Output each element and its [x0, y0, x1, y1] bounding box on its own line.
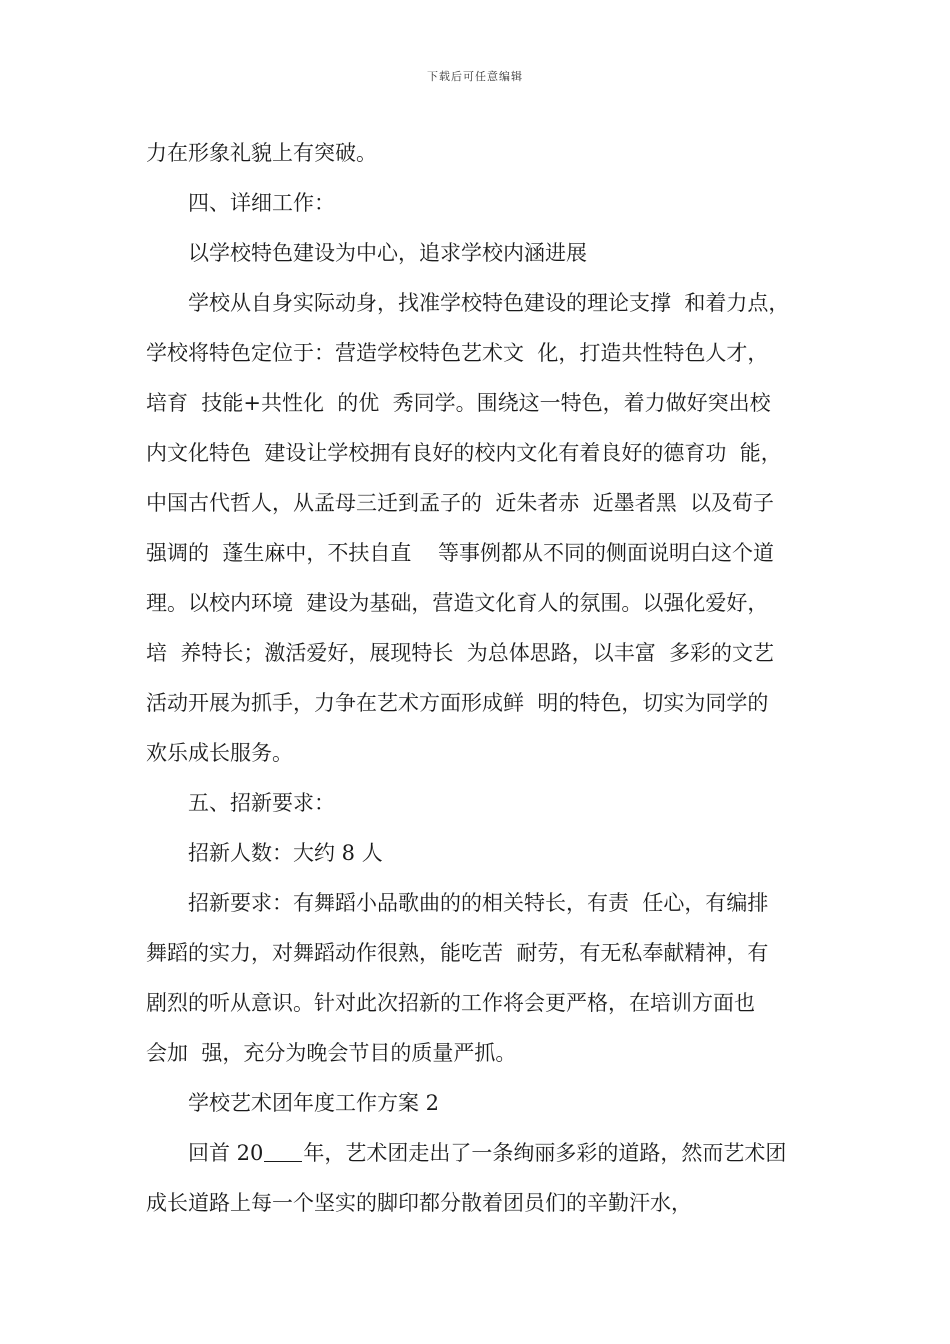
paragraph-line-with-blank: [146, 1128, 826, 1178]
section-heading: 五、招新要求：: [188, 791, 335, 815]
document-body: [146, 128, 826, 1228]
paragraph-line: 招新人数：大约 8 人: [188, 841, 383, 865]
paragraph-line: 招新要求：有舞蹈小品歌曲的的相关特长，有责 任心，有编排: [188, 891, 769, 915]
paragraph-line: 成长道路上每一个坚实的脚印都分散着团员们的辛勤汗水，: [146, 1191, 692, 1215]
paragraph-line: 力在形象礼貌上有突破。: [146, 141, 377, 165]
paragraph-line: 理。以校内环境 建设为基础，营造文化育人的氛围。以强化爱好，: [146, 591, 769, 615]
paragraph-line: 学校将特色定位于：营造学校特色艺术文 化，打造共性特色人才，: [146, 341, 769, 365]
paragraph-line: 培 养特长；激活爱好，展现特长 为总体思路，以丰富 多彩的文艺: [146, 641, 775, 665]
paragraph-line: 中国古代哲人，从孟母三迁到孟子的 近朱者赤 近墨者黑 以及荀子: [146, 491, 775, 515]
paragraph-line: 剧烈的听从意识。针对此次招新的工作将会更严格，在培训方面也: [146, 991, 755, 1015]
paragraph-line: 强调的 蓬生麻中，不扶自直 等事例都从不同的侧面说明白这个道: [146, 541, 775, 565]
fill-in-blank: [264, 1160, 302, 1162]
paragraph-line: 舞蹈的实力，对舞蹈动作很熟，能吃苦 耐劳，有无私奉献精神，有: [146, 941, 769, 965]
paragraph-line: 学校从自身实际动身，找准学校特色建设的理论支撑 和着力点，: [188, 291, 790, 315]
paragraph-line: 欢乐成长服务。: [146, 741, 293, 765]
paragraph-line: 培育 技能+共性化 的优 秀同学。围绕这一特色，着力做好突出校: [146, 391, 771, 415]
blank-before-text: 回首 20: [188, 1141, 264, 1165]
blank-after-text: 年，艺术团走出了一条绚丽多彩的道路，然而艺术团: [303, 1141, 787, 1165]
paragraph-line: 会加 强，充分为晚会节目的质量严抓。: [146, 1041, 517, 1065]
section-heading: 四、详细工作：: [188, 191, 335, 215]
paragraph-line: 内文化特色 建设让学校拥有良好的校内文化有着良好的德育功 能，: [146, 441, 782, 465]
page-header: 下载后可任意编辑: [427, 70, 523, 83]
paragraph-line: 以学校特色建设为中心，追求学校内涵进展: [188, 241, 587, 265]
paragraph-line: 活动开展为抓手，力争在艺术方面形成鲜 明的特色，切实为同学的: [146, 691, 769, 715]
document-subtitle: 学校艺术团年度工作方案 2: [188, 1091, 440, 1115]
